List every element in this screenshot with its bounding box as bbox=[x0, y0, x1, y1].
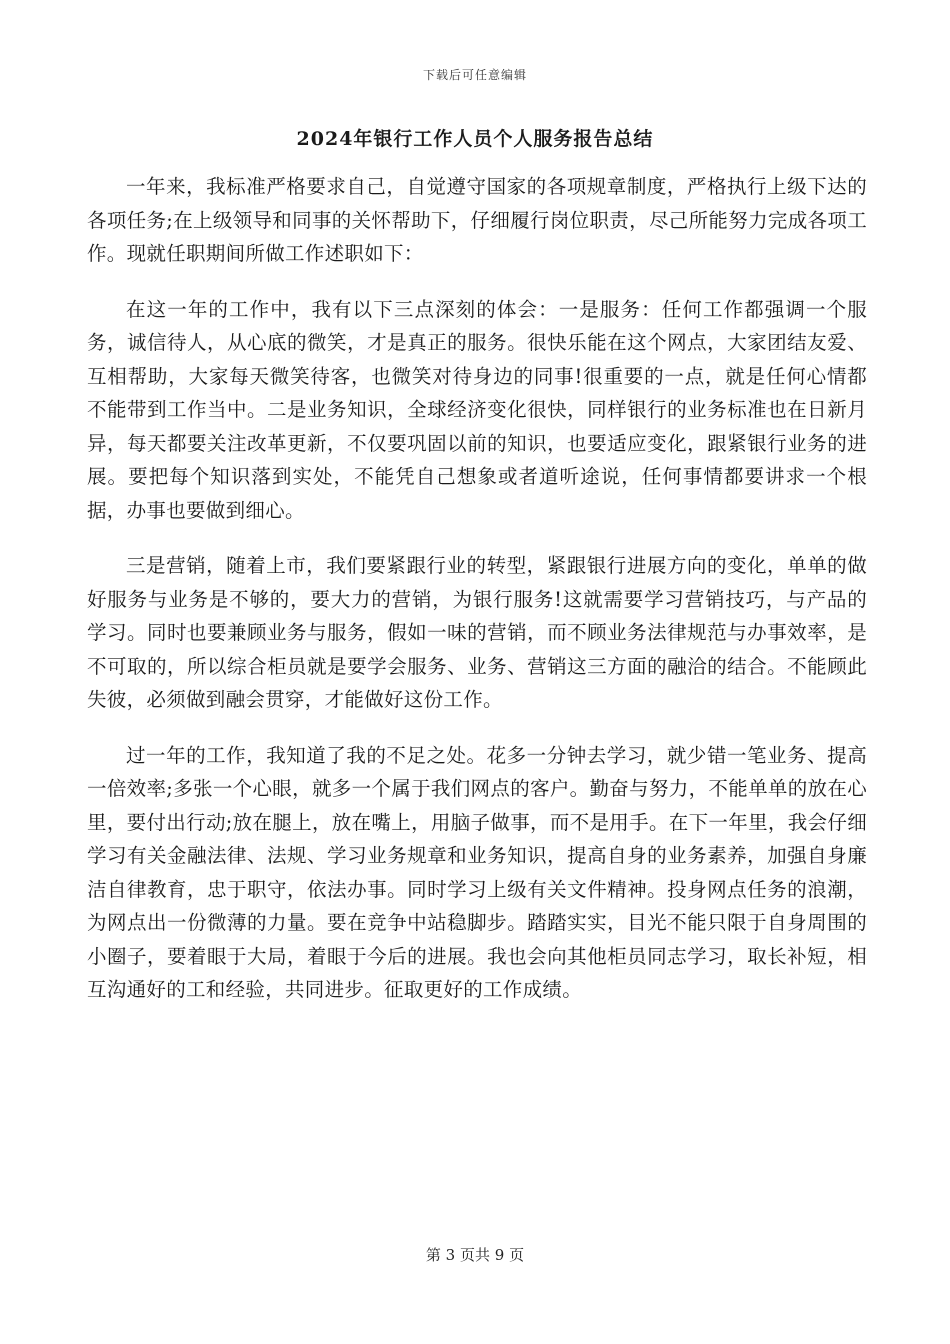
paragraph: 过一年的工作，我知道了我的不足之处。花多一分钟去学习，就少错一笔业务、提高一倍效率;多张一个心眼，就多一个属于我们网点的客户。勤奋与努力，不能单单的放在心里，要付出行动;放在腿上，放在嘴上，用脑子做事，而不是用手。在下一年里，我会仔细学习有关金融法律、法规、学习业务规章和业务知识，提高自身的业务素养，加强自身廉洁自律教育，忠于职守，依法办事。同时学习上级有关文件精神。投身网点任务的浪潮，为网点出一份微薄的力量。要在竞争中站稳脚步。踏踏实实，目光不能只限于自身周围的小圈子，要着眼于大局，着眼于今后的进展。我也会向其他柜员同志学习，取长补短，相互沟通好的工和经验，共同进步。征取更好的工作成绩。 bbox=[87, 743, 867, 1001]
paragraph: 三是营销，随着上市，我们要紧跟行业的转型，紧跟银行进展方向的变化，单单的做好服务与业务是不够的，要大力的营销，为银行服务!这就需要学习营销技巧，与产品的学习。同时也要兼顾业务与服务，假如一味的营销，而不顾业务法律规范与办事效率，是不可取的，所以综合柜员就是要学会服务、业务、营销这三方面的融洽的结合。不能顾此失彼，必须做到融会贯穿，才能做好这份工作。 bbox=[87, 554, 867, 711]
document-body bbox=[87, 170, 867, 1029]
document-title: 2024年银行工作人员个人服务报告总结 bbox=[296, 128, 654, 150]
header-note: 下载后可任意编辑 bbox=[422, 68, 527, 82]
page-number-footer: 第 3 页共 9 页 bbox=[425, 1246, 525, 1264]
paragraph: 一年来，我标准严格要求自己，自觉遵守国家的各项规章制度，严格执行上级下达的各项任务;在上级领导和同事的关怀帮助下，仔细履行岗位职责，尽己所能努力完成各项工作。现就任职期间所做工作述职如下： bbox=[87, 175, 867, 265]
paragraph: 在这一年的工作中，我有以下三点深刻的体会：一是服务：任何工作都强调一个服务，诚信待人，从心底的微笑，才是真正的服务。很快乐能在这个网点，大家团结友爱、互相帮助，大家每天微笑待客，也微笑对待身边的同事!很重要的一点，就是任何心情都不能带到工作当中。二是业务知识，全球经济变化很快，同样银行的业务标准也在日新月异，每天都要关注改革更新，不仅要巩固以前的知识，也要适应变化，跟紧银行业务的进展。要把每个知识落到实处，不能凭自己想象或者道听途说，任何事情都要讲求一个根据，办事也要做到细心。 bbox=[87, 297, 867, 522]
